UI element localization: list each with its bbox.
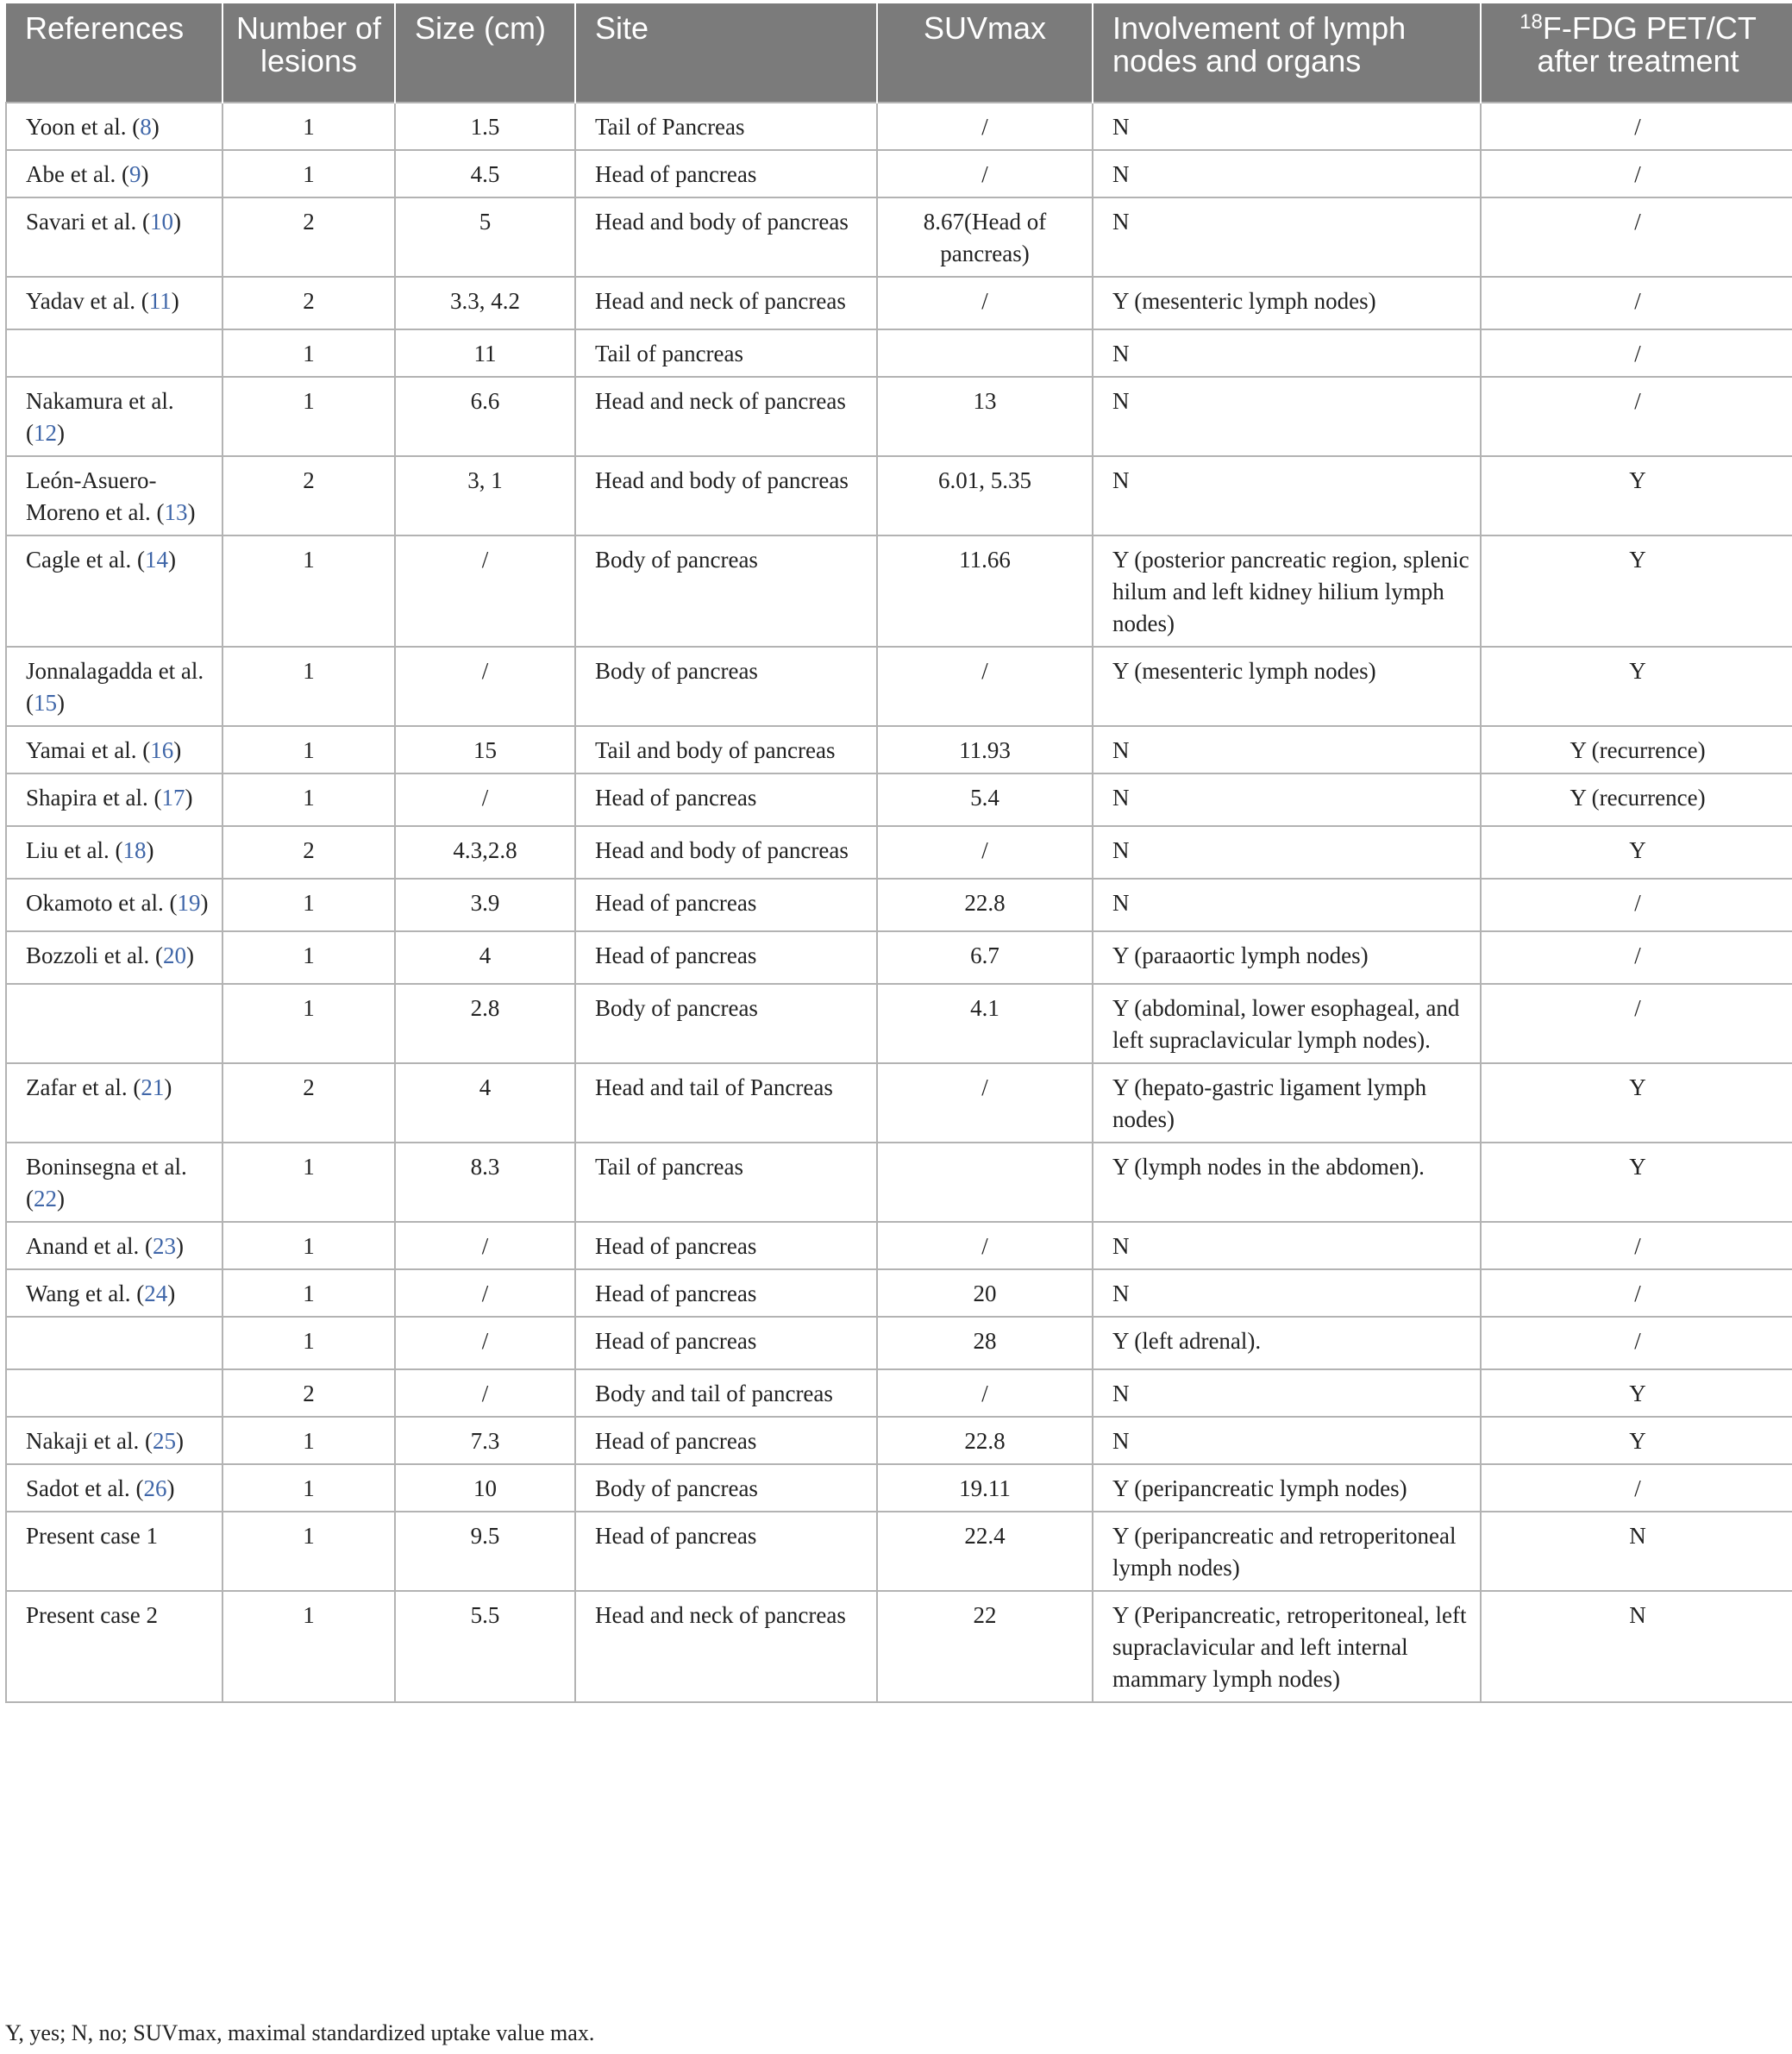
citation-close: ) — [57, 690, 65, 716]
citation-close: ) — [167, 547, 176, 573]
cell-suvmax: 22 — [877, 1591, 1093, 1702]
header-number-of-lesions: Number of lesions — [222, 3, 395, 103]
cell-reference — [6, 277, 222, 329]
reference-author: Present case 1 — [26, 1523, 158, 1549]
cell-pet-ct: Y (recurrence) — [1481, 773, 1792, 826]
header-size: Size (cm) — [395, 3, 575, 103]
citation-link[interactable]: 15 — [34, 690, 57, 716]
table-row — [6, 1591, 1792, 1702]
reference-author: Nakamura et al. ( — [26, 388, 174, 446]
cell-involvement: N — [1093, 1417, 1481, 1464]
citation-link[interactable]: 13 — [164, 499, 188, 525]
cell-involvement: N — [1093, 879, 1481, 931]
cell-involvement: N — [1093, 103, 1481, 150]
cell-number-of-lesions: 1 — [222, 931, 395, 984]
cell-pet-ct: Y — [1481, 535, 1792, 647]
cell-reference — [6, 1417, 222, 1464]
table-row — [6, 377, 1792, 456]
cell-number-of-lesions: 1 — [222, 879, 395, 931]
citation-link[interactable]: 23 — [152, 1233, 176, 1259]
cell-size: 10 — [395, 1464, 575, 1512]
cell-pet-ct: Y — [1481, 647, 1792, 726]
table-row — [6, 826, 1792, 879]
cell-reference — [6, 197, 222, 277]
reference-author: Savari et al. ( — [26, 209, 150, 235]
table-footnote: Y, yes; N, no; SUVmax, maximal standardized uptake value max. — [5, 2020, 595, 2045]
cell-reference — [6, 1317, 222, 1369]
header-involvement: Involvement of lymph nodes and organs — [1093, 3, 1481, 103]
cell-size: 9.5 — [395, 1512, 575, 1591]
reference-author: Okamoto et al. ( — [26, 890, 178, 916]
citation-link[interactable]: 14 — [144, 547, 168, 573]
cell-pet-ct: Y (recurrence) — [1481, 726, 1792, 773]
table-row — [6, 535, 1792, 647]
data-table — [5, 3, 1792, 1703]
table-row — [6, 1512, 1792, 1591]
cell-reference — [6, 1464, 222, 1512]
cell-reference — [6, 1512, 222, 1591]
cell-number-of-lesions: 1 — [222, 329, 395, 377]
citation-link[interactable]: 17 — [161, 785, 185, 811]
header-pet-superscript: 18 — [1519, 10, 1543, 34]
cell-site: Body of pancreas — [575, 647, 877, 726]
cell-site: Head of pancreas — [575, 1222, 877, 1269]
cell-involvement: N — [1093, 1269, 1481, 1317]
cell-size: 3.3, 4.2 — [395, 277, 575, 329]
cell-reference — [6, 726, 222, 773]
header-suvmax: SUVmax — [877, 3, 1093, 103]
table-row — [6, 726, 1792, 773]
cell-suvmax: 11.66 — [877, 535, 1093, 647]
cell-pet-ct: Y — [1481, 456, 1792, 535]
cell-size: / — [395, 773, 575, 826]
cell-suvmax: / — [877, 826, 1093, 879]
cell-size: 15 — [395, 726, 575, 773]
cell-size: 6.6 — [395, 377, 575, 456]
cell-number-of-lesions: 2 — [222, 1369, 395, 1417]
cell-involvement: Y (mesenteric lymph nodes) — [1093, 277, 1481, 329]
table-row — [6, 879, 1792, 931]
cell-number-of-lesions: 1 — [222, 1512, 395, 1591]
cell-size: 2.8 — [395, 984, 575, 1063]
cell-size: 7.3 — [395, 1417, 575, 1464]
cell-suvmax: / — [877, 1222, 1093, 1269]
table-row — [6, 1063, 1792, 1143]
cell-number-of-lesions: 1 — [222, 1269, 395, 1317]
cell-number-of-lesions: 1 — [222, 535, 395, 647]
cell-involvement: Y (mesenteric lymph nodes) — [1093, 647, 1481, 726]
cell-involvement: N — [1093, 773, 1481, 826]
cell-site: Head and body of pancreas — [575, 826, 877, 879]
cell-site: Tail of pancreas — [575, 329, 877, 377]
cell-pet-ct: N — [1481, 1512, 1792, 1591]
cell-suvmax: 4.1 — [877, 984, 1093, 1063]
reference-author: Shapira et al. ( — [26, 785, 162, 811]
citation-link[interactable]: 26 — [143, 1475, 167, 1501]
cell-site: Head and neck of pancreas — [575, 1591, 877, 1702]
cell-size: 5 — [395, 197, 575, 277]
reference-author: Sadot et al. ( — [26, 1475, 144, 1501]
cell-size: 4.5 — [395, 150, 575, 197]
table-row — [6, 931, 1792, 984]
reference-author: León-Asuero-Moreno et al. ( — [26, 467, 165, 525]
cell-pet-ct: / — [1481, 150, 1792, 197]
reference-author: Boninsegna et al. ( — [26, 1154, 187, 1212]
table-row — [6, 456, 1792, 535]
table-row — [6, 1369, 1792, 1417]
reference-author: Nakaji et al. ( — [26, 1428, 153, 1454]
cell-suvmax: / — [877, 1369, 1093, 1417]
cell-site: Head of pancreas — [575, 931, 877, 984]
cell-reference — [6, 1369, 222, 1417]
citation-close: ) — [173, 737, 182, 763]
header-references: References — [6, 3, 222, 103]
cell-site: Body of pancreas — [575, 984, 877, 1063]
cell-number-of-lesions: 1 — [222, 1464, 395, 1512]
cell-number-of-lesions: 1 — [222, 1317, 395, 1369]
reference-author: Wang et al. ( — [26, 1281, 145, 1306]
cell-pet-ct: / — [1481, 377, 1792, 456]
cell-suvmax: 22.8 — [877, 1417, 1093, 1464]
cell-pet-ct: Y — [1481, 1143, 1792, 1222]
cell-involvement: N — [1093, 456, 1481, 535]
header-pet-label: F-FDG PET/CT after treatment — [1537, 10, 1757, 78]
cell-reference — [6, 984, 222, 1063]
cell-suvmax: 28 — [877, 1317, 1093, 1369]
cell-site: Head of pancreas — [575, 1269, 877, 1317]
cell-involvement: Y (lymph nodes in the abdomen). — [1093, 1143, 1481, 1222]
cell-involvement: Y (peripancreatic and retroperitoneal lymph nodes) — [1093, 1512, 1481, 1591]
table-row — [6, 197, 1792, 277]
cell-reference — [6, 647, 222, 726]
cell-number-of-lesions: 1 — [222, 150, 395, 197]
cell-number-of-lesions: 2 — [222, 1063, 395, 1143]
cell-suvmax: 6.7 — [877, 931, 1093, 984]
table-row — [6, 1269, 1792, 1317]
cell-suvmax — [877, 1143, 1093, 1222]
cell-pet-ct: N — [1481, 1591, 1792, 1702]
cell-involvement: Y (hepato-gastric ligament lymph nodes) — [1093, 1063, 1481, 1143]
citation-close: ) — [141, 161, 149, 187]
citation-close: ) — [164, 1074, 172, 1100]
cell-reference — [6, 329, 222, 377]
cell-involvement: N — [1093, 197, 1481, 277]
cell-reference — [6, 1222, 222, 1269]
citation-link[interactable]: 24 — [144, 1281, 168, 1306]
cell-size: / — [395, 1369, 575, 1417]
reference-author: Yoon et al. ( — [26, 114, 141, 140]
citation-link[interactable]: 9 — [128, 161, 141, 187]
cell-involvement: N — [1093, 377, 1481, 456]
cell-suvmax: 20 — [877, 1269, 1093, 1317]
cell-site: Head and neck of pancreas — [575, 277, 877, 329]
citation-link[interactable]: 19 — [177, 890, 201, 916]
cell-reference — [6, 150, 222, 197]
cell-site: Head and neck of pancreas — [575, 377, 877, 456]
header-row — [6, 3, 1792, 103]
cell-involvement: Y (peripancreatic lymph nodes) — [1093, 1464, 1481, 1512]
reference-author: Abe et al. ( — [26, 161, 129, 187]
cell-pet-ct: / — [1481, 197, 1792, 277]
cell-involvement: Y (paraaortic lymph nodes) — [1093, 931, 1481, 984]
cell-suvmax: / — [877, 277, 1093, 329]
cell-site: Head and body of pancreas — [575, 197, 877, 277]
cell-size: 4.3,2.8 — [395, 826, 575, 879]
cell-number-of-lesions: 1 — [222, 1591, 395, 1702]
cell-suvmax: / — [877, 647, 1093, 726]
citation-close: ) — [185, 942, 194, 968]
table-row — [6, 1143, 1792, 1222]
cell-involvement: N — [1093, 1222, 1481, 1269]
cell-number-of-lesions: 1 — [222, 726, 395, 773]
cell-number-of-lesions: 1 — [222, 773, 395, 826]
cell-site: Body of pancreas — [575, 1464, 877, 1512]
citation-link[interactable]: 25 — [152, 1428, 176, 1454]
cell-number-of-lesions: 1 — [222, 647, 395, 726]
reference-author: Jonnalagadda et al. ( — [26, 658, 204, 716]
citation-link[interactable]: 11 — [148, 288, 172, 314]
cell-number-of-lesions: 2 — [222, 197, 395, 277]
cell-involvement: N — [1093, 150, 1481, 197]
cell-reference — [6, 826, 222, 879]
cell-number-of-lesions: 2 — [222, 826, 395, 879]
cell-size: / — [395, 1269, 575, 1317]
cell-number-of-lesions: 1 — [222, 1222, 395, 1269]
cell-site: Head and body of pancreas — [575, 456, 877, 535]
table-row — [6, 1464, 1792, 1512]
cell-site: Tail of Pancreas — [575, 103, 877, 150]
cell-pet-ct: / — [1481, 277, 1792, 329]
reference-author: Liu et al. ( — [26, 837, 123, 863]
citation-close: ) — [146, 837, 154, 863]
cell-pet-ct: Y — [1481, 826, 1792, 879]
header-pet-ct — [1481, 3, 1792, 103]
cell-site: Head of pancreas — [575, 773, 877, 826]
cell-suvmax: / — [877, 150, 1093, 197]
cell-size: 11 — [395, 329, 575, 377]
citation-close: ) — [175, 1233, 184, 1259]
cell-pet-ct: / — [1481, 1222, 1792, 1269]
reference-author: Yadav et al. ( — [26, 288, 149, 314]
citation-close: ) — [166, 1475, 175, 1501]
cell-number-of-lesions: 2 — [222, 277, 395, 329]
cell-pet-ct: Y — [1481, 1417, 1792, 1464]
citation-link[interactable]: 16 — [150, 737, 174, 763]
cell-site: Head of pancreas — [575, 1512, 877, 1591]
cell-size: / — [395, 1222, 575, 1269]
cell-reference — [6, 879, 222, 931]
cell-size: / — [395, 647, 575, 726]
cell-involvement: N — [1093, 1369, 1481, 1417]
citation-close: ) — [151, 114, 160, 140]
cell-reference — [6, 456, 222, 535]
citation-close: ) — [200, 890, 209, 916]
cell-number-of-lesions: 1 — [222, 1143, 395, 1222]
cell-number-of-lesions: 1 — [222, 1417, 395, 1464]
cell-number-of-lesions: 1 — [222, 984, 395, 1063]
cell-reference — [6, 1269, 222, 1317]
table-row — [6, 329, 1792, 377]
cell-number-of-lesions: 1 — [222, 103, 395, 150]
cell-suvmax: 19.11 — [877, 1464, 1093, 1512]
cell-site: Head of pancreas — [575, 1417, 877, 1464]
cell-size: 3, 1 — [395, 456, 575, 535]
cell-pet-ct: / — [1481, 1317, 1792, 1369]
cell-size: / — [395, 1317, 575, 1369]
table-row — [6, 150, 1792, 197]
cell-involvement: N — [1093, 329, 1481, 377]
cell-reference — [6, 103, 222, 150]
table-header — [6, 3, 1792, 103]
table-body — [6, 103, 1792, 1702]
table-row — [6, 1222, 1792, 1269]
cell-reference — [6, 1063, 222, 1143]
cell-pet-ct: Y — [1481, 1063, 1792, 1143]
citation-close: ) — [172, 209, 181, 235]
citation-close: ) — [57, 1186, 65, 1212]
cell-pet-ct: / — [1481, 1464, 1792, 1512]
citation-link[interactable]: 22 — [34, 1186, 57, 1212]
cell-suvmax: 8.67(Head of pancreas) — [877, 197, 1093, 277]
cell-involvement: Y (left adrenal). — [1093, 1317, 1481, 1369]
cell-involvement: Y (Peripancreatic, retroperitoneal, left supraclavicular and left internal mammary lymph nodes) — [1093, 1591, 1481, 1702]
cell-pet-ct: / — [1481, 1269, 1792, 1317]
cell-reference — [6, 1591, 222, 1702]
cell-pet-ct: / — [1481, 984, 1792, 1063]
table-row — [6, 1317, 1792, 1369]
cell-site: Body and tail of pancreas — [575, 1369, 877, 1417]
cell-involvement: N — [1093, 826, 1481, 879]
cell-size: 1.5 — [395, 103, 575, 150]
table-row — [6, 984, 1792, 1063]
cell-reference — [6, 535, 222, 647]
citation-close: ) — [167, 1281, 176, 1306]
cell-pet-ct: / — [1481, 329, 1792, 377]
cell-suvmax: 22.8 — [877, 879, 1093, 931]
cell-pet-ct: / — [1481, 931, 1792, 984]
reference-author: Present case 2 — [26, 1602, 158, 1628]
cell-reference — [6, 1143, 222, 1222]
table-row — [6, 277, 1792, 329]
citation-link[interactable]: 8 — [140, 114, 152, 140]
cell-reference — [6, 931, 222, 984]
cell-site: Head of pancreas — [575, 1317, 877, 1369]
table-container — [5, 3, 1792, 1703]
cell-suvmax: 13 — [877, 377, 1093, 456]
cell-size: 5.5 — [395, 1591, 575, 1702]
cell-size: 4 — [395, 1063, 575, 1143]
table-row — [6, 773, 1792, 826]
table-row — [6, 103, 1792, 150]
citation-link[interactable]: 18 — [122, 837, 147, 863]
cell-involvement: Y (abdominal, lower esophageal, and left supraclavicular lymph nodes). — [1093, 984, 1481, 1063]
reference-author: Cagle et al. ( — [26, 547, 145, 573]
cell-reference — [6, 377, 222, 456]
cell-suvmax: 22.4 — [877, 1512, 1093, 1591]
cell-site: Tail and body of pancreas — [575, 726, 877, 773]
cell-suvmax: / — [877, 1063, 1093, 1143]
reference-author: Yamai et al. ( — [26, 737, 151, 763]
citation-close: ) — [57, 420, 65, 446]
table-row — [6, 1417, 1792, 1464]
cell-pet-ct: / — [1481, 879, 1792, 931]
cell-reference — [6, 773, 222, 826]
citation-close: ) — [185, 785, 193, 811]
cell-size: 4 — [395, 931, 575, 984]
citation-close: ) — [175, 1428, 184, 1454]
cell-suvmax: 5.4 — [877, 773, 1093, 826]
citation-link[interactable]: 21 — [141, 1074, 165, 1100]
cell-pet-ct: Y — [1481, 1369, 1792, 1417]
cell-size: / — [395, 535, 575, 647]
reference-author: Zafar et al. ( — [26, 1074, 141, 1100]
citation-link[interactable]: 12 — [34, 420, 57, 446]
cell-suvmax: 6.01, 5.35 — [877, 456, 1093, 535]
cell-size: 8.3 — [395, 1143, 575, 1222]
reference-author: Bozzoli et al. ( — [26, 942, 163, 968]
citation-link[interactable]: 10 — [149, 209, 173, 235]
cell-site: Head of pancreas — [575, 879, 877, 931]
cell-site: Tail of pancreas — [575, 1143, 877, 1222]
cell-number-of-lesions: 2 — [222, 456, 395, 535]
cell-site: Head of pancreas — [575, 150, 877, 197]
citation-close: ) — [171, 288, 179, 314]
citation-link[interactable]: 20 — [162, 942, 186, 968]
cell-number-of-lesions: 1 — [222, 377, 395, 456]
cell-suvmax — [877, 329, 1093, 377]
cell-pet-ct: / — [1481, 103, 1792, 150]
cell-suvmax: 11.93 — [877, 726, 1093, 773]
cell-site: Head and tail of Pancreas — [575, 1063, 877, 1143]
cell-size: 3.9 — [395, 879, 575, 931]
cell-site: Body of pancreas — [575, 535, 877, 647]
cell-suvmax: / — [877, 103, 1093, 150]
cell-involvement: N — [1093, 726, 1481, 773]
reference-author: Anand et al. ( — [26, 1233, 153, 1259]
citation-close: ) — [187, 499, 196, 525]
header-site: Site — [575, 3, 877, 103]
table-row — [6, 647, 1792, 726]
cell-involvement: Y (posterior pancreatic region, splenic hilum and left kidney hilium lymph nodes) — [1093, 535, 1481, 647]
